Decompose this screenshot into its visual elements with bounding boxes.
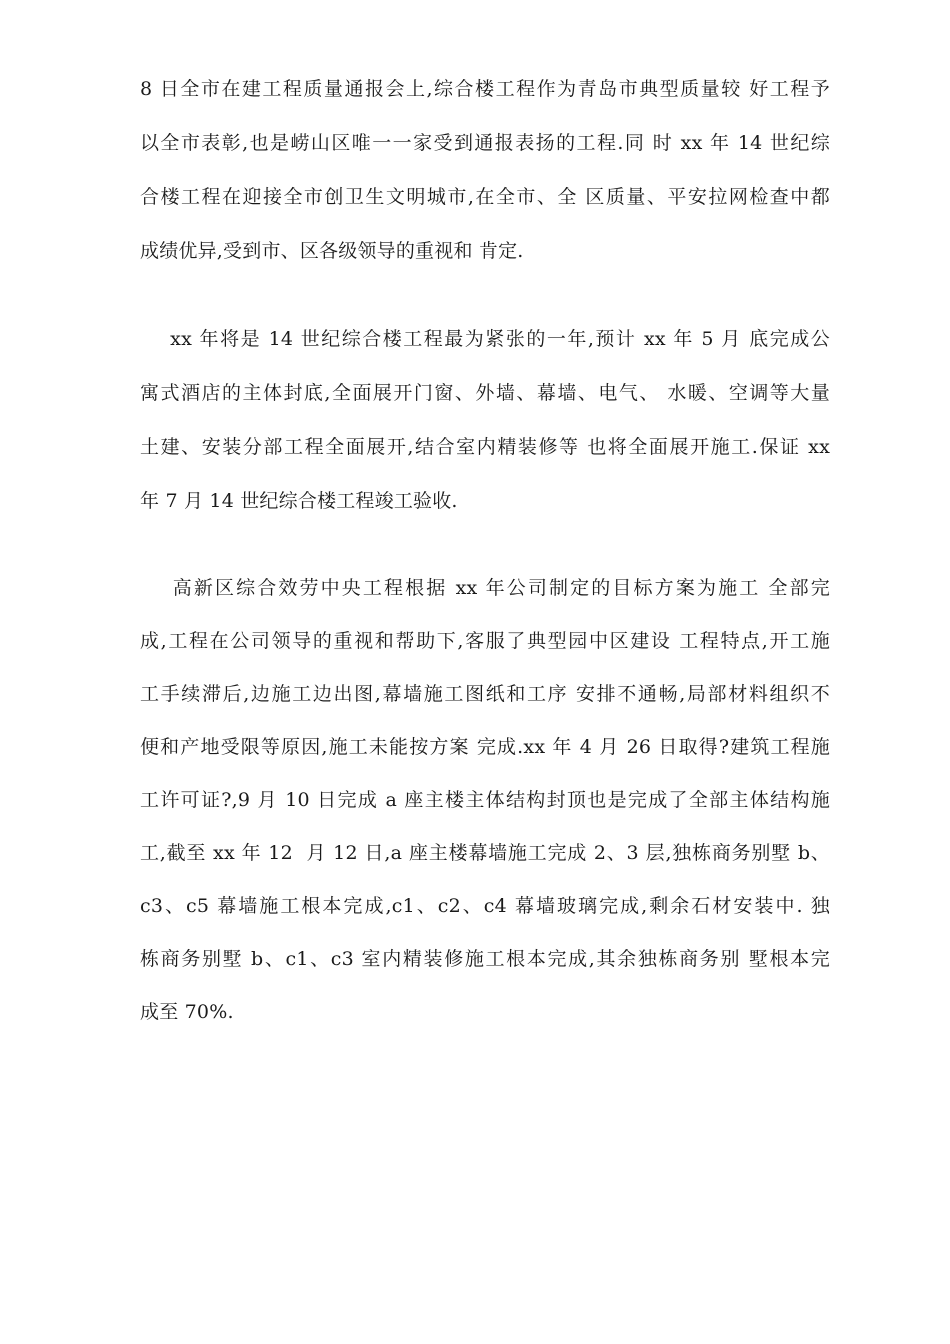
paragraph-3-line-1: 高新区综合效劳中央工程根据 xx 年公司制定的目标方案为施工 全部完 <box>140 577 830 599</box>
paragraph-3-line-6: 工,截至 xx 年 12 月 12 日,a 座主楼幕墙施工完成 2、3 层,独栋商务别墅 b、 <box>140 842 830 864</box>
paragraph-2-line-3: 土建、安装分部工程全面展开,结合室内精装修等 也将全面展开施工.保证 xx <box>140 436 830 458</box>
paragraph-2-line-4: 年 7 月 14 世纪综合楼工程竣工验收. <box>140 490 458 512</box>
paragraph-3-line-9: 成至 70%. <box>140 1001 234 1023</box>
paragraph-3-line-7: c3、c5 幕墙施工根本完成,c1、c2、c4 幕墙玻璃完成,剩余石材安装中. 独 <box>140 895 830 917</box>
paragraph-3-line-3: 工手续滞后,边施工边出图,幕墙施工图纸和工序 安排不通畅,局部材料组织不 <box>140 683 830 705</box>
paragraph-1-line-1: 8 日全市在建工程质量通报会上,综合楼工程作为青岛市典型质量较 好工程予 <box>140 78 830 100</box>
paragraph-2-line-2: 寓式酒店的主体封底,全面展开门窗、外墙、幕墙、电气、 水暖、空调等大量 <box>140 382 830 404</box>
paragraph-2-line-1: xx 年将是 14 世纪综合楼工程最为紧张的一年,预计 xx 年 5 月 底完成公 <box>140 328 830 350</box>
paragraph-3-line-4: 便和产地受限等原因,施工未能按方案 完成.xx 年 4 月 26 日取得?建筑工程施 <box>140 736 830 758</box>
paragraph-1-line-2: 以全市表彰,也是崂山区唯一一家受到通报表扬的工程.同 时 xx 年 14 世纪综 <box>140 132 830 154</box>
paragraph-3-line-8: 栋商务别墅 b、c1、c3 室内精装修施工根本完成,其余独栋商务别 墅根本完 <box>140 948 830 970</box>
paragraph-1-line-3: 合楼工程在迎接全市创卫生文明城市,在全市、全 区质量、平安拉网检查中都 <box>140 186 830 208</box>
paragraph-1-line-4: 成绩优异,受到市、区各级领导的重视和 肯定. <box>140 240 524 262</box>
paragraph-3-line-5: 工许可证?,9 月 10 日完成 a 座主楼主体结构封顶也是完成了全部主体结构施 <box>140 789 830 811</box>
paragraph-3-line-2: 成,工程在公司领导的重视和帮助下,客服了典型园中区建设 工程特点,开工施 <box>140 630 830 652</box>
